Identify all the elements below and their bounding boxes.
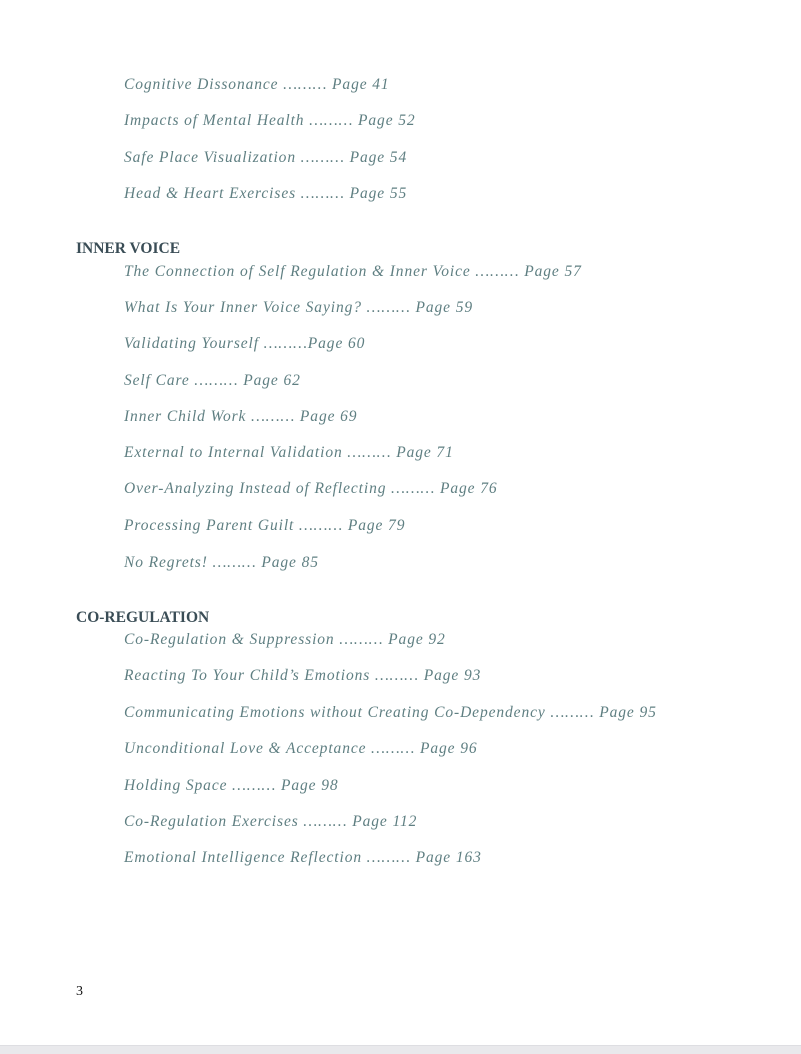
- toc-entry-communicating-emotions: Communicating Emotions without Creating Co-Dependency ……… Page 95: [124, 704, 657, 721]
- toc-entry-emotional-intelligence: Emotional Intelligence Reflection ……… Page 163: [124, 849, 482, 866]
- toc-entry-cognitive-dissonance: Cognitive Dissonance ……… Page 41: [124, 76, 390, 93]
- toc-entry-connection-self-regulation: The Connection of Self Regulation & Inner Voice ……… Page 57: [124, 263, 582, 280]
- toc-entry-over-analyzing: Over-Analyzing Instead of Reflecting ……… Page 76: [124, 480, 498, 497]
- toc-entry-co-regulation-suppression: Co-Regulation & Suppression ……… Page 92: [124, 631, 446, 648]
- toc-entry-safe-place-visualization: Safe Place Visualization ……… Page 54: [124, 149, 408, 166]
- page-number: 3: [76, 984, 83, 999]
- toc-entry-no-regrets: No Regrets! ……… Page 85: [124, 554, 319, 571]
- toc-entry-co-regulation-exercises: Co-Regulation Exercises ……… Page 112: [124, 813, 418, 830]
- toc-entry-self-care: Self Care ……… Page 62: [124, 372, 301, 389]
- section-heading-co-regulation: CO-REGULATION: [76, 609, 210, 626]
- toc-entry-validating-yourself: Validating Yourself ………Page 60: [124, 335, 366, 352]
- toc-entry-parent-guilt: Processing Parent Guilt ……… Page 79: [124, 517, 406, 534]
- section-heading-inner-voice: INNER VOICE: [76, 240, 181, 257]
- viewer-bottom-strip: [0, 1045, 801, 1054]
- toc-entry-inner-child-work: Inner Child Work ……… Page 69: [124, 408, 358, 425]
- toc-entry-inner-voice-saying: What Is Your Inner Voice Saying? ……… Page 59: [124, 299, 474, 316]
- toc-entry-head-heart-exercises: Head & Heart Exercises ……… Page 55: [124, 185, 408, 202]
- toc-entry-impacts-of-mental-health: Impacts of Mental Health ……… Page 52: [124, 112, 416, 129]
- toc-entry-external-internal-validation: External to Internal Validation ……… Page 71: [124, 444, 454, 461]
- toc-entry-holding-space: Holding Space ……… Page 98: [124, 777, 339, 794]
- toc-entry-unconditional-love: Unconditional Love & Acceptance ……… Page 96: [124, 740, 478, 757]
- toc-entry-reacting-child-emotions: Reacting To Your Child’s Emotions ……… Page 93: [124, 667, 482, 684]
